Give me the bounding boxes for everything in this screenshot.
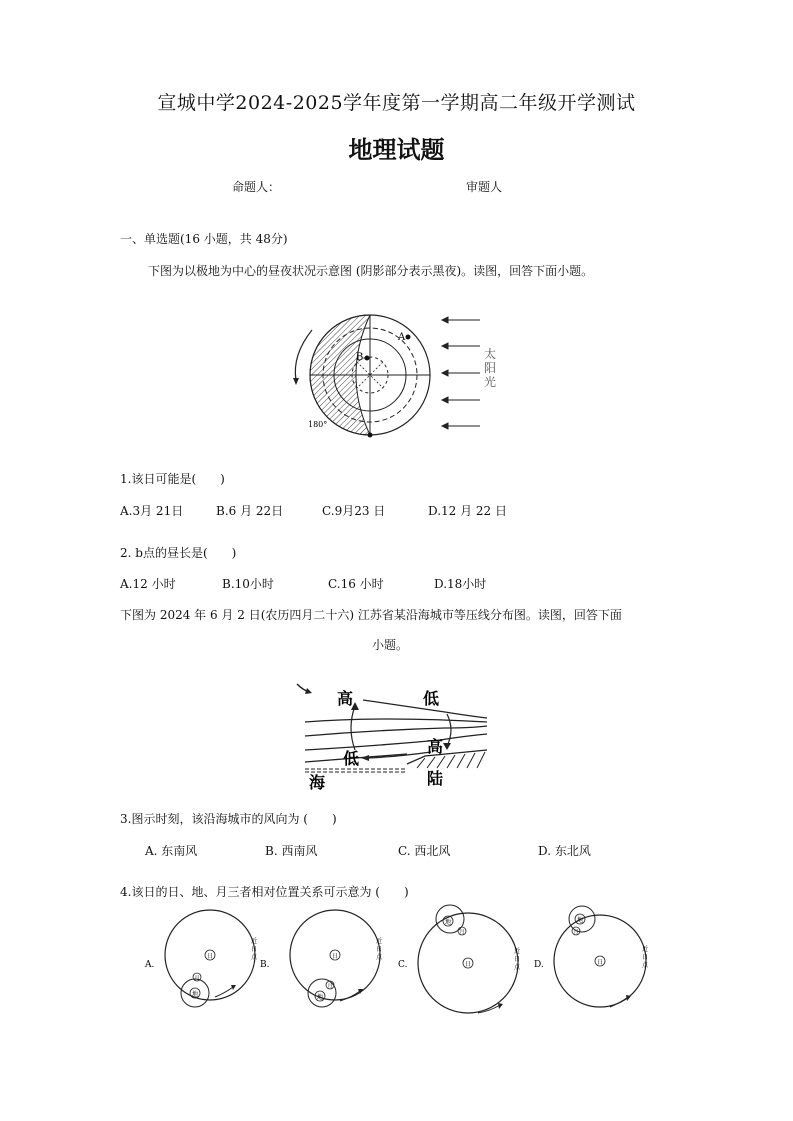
label-high-surface: 高 <box>427 737 444 756</box>
isobar-3 <box>305 726 487 736</box>
subject-title: 地理试题 <box>348 136 445 164</box>
svg-text:地: 地 <box>317 994 324 1001</box>
isobar-figure <box>295 678 495 790</box>
q3-option-b[interactable]: B. 西南风 <box>265 844 318 858</box>
svg-text:点: 点 <box>642 962 649 969</box>
label-a: A <box>398 332 406 343</box>
intro-figure-2-line1: 下图为 2024 年 6 月 2 日(农历四月二十六) 江苏省某沿海城市等压线分布图。读图，回答下面 <box>120 608 622 622</box>
point-a <box>406 335 411 340</box>
q1-option-d[interactable]: D.12 月 22 日 <box>428 504 507 518</box>
circulation-arrow-down <box>447 714 451 746</box>
option-b-letter: B. <box>260 960 270 970</box>
svg-text:月: 月 <box>573 929 579 936</box>
exam-title: 宣城中学2024-2025学年度第一学期高二年级开学测试 <box>157 92 636 114</box>
svg-text:地: 地 <box>192 991 199 998</box>
svg-text:月: 月 <box>194 975 200 982</box>
q1-option-b[interactable]: B.6 月 22日 <box>216 504 284 518</box>
circulation-arrow-up <box>351 706 355 750</box>
svg-text:日: 日 <box>465 961 472 968</box>
intro-figure-1: 下图为以极地为中心的昼夜状况示意图 (阴影部分表示黑夜)。读图，回答下面小题。 <box>148 264 594 278</box>
svg-text:日: 日 <box>251 946 258 953</box>
label-180: 180° <box>308 420 328 429</box>
option-a-diagram[interactable] <box>144 910 258 1007</box>
svg-text:地: 地 <box>577 917 584 924</box>
svg-text:日: 日 <box>642 954 649 961</box>
svg-text:月: 月 <box>327 983 333 990</box>
isobar-2 <box>305 719 487 722</box>
label-sea: 海 <box>309 773 326 792</box>
question-2-stem: 2. b点的昼长是( ) <box>120 546 237 560</box>
option-b-diagram[interactable] <box>290 910 383 1007</box>
option-a-letter: A. <box>145 960 155 970</box>
svg-text:日: 日 <box>207 953 214 960</box>
svg-text:近: 近 <box>642 946 649 953</box>
intro-figure-2-line2: 小题。 <box>372 638 409 652</box>
question-4-stem: 4.该日的日、地、月三者相对位置关系可示意为 ( ) <box>120 885 409 899</box>
label-low-surface: 低 <box>343 749 360 768</box>
option-c-diagram[interactable] <box>398 905 521 1013</box>
svg-text:近: 近 <box>251 938 258 945</box>
point-b <box>365 356 370 361</box>
q2-option-b[interactable]: B.10小时 <box>222 577 274 591</box>
q3-option-a[interactable]: A. 东南风 <box>145 844 198 858</box>
svg-text:日: 日 <box>376 946 383 953</box>
q1-option-c[interactable]: C.9月23 日 <box>322 504 386 518</box>
q2-option-d[interactable]: D.18小时 <box>434 577 487 591</box>
svg-text:日: 日 <box>332 953 339 960</box>
svg-text:近: 近 <box>514 948 521 955</box>
svg-text:点: 点 <box>514 964 521 971</box>
author-label: 命题人： <box>232 180 281 194</box>
sunlight-char-1: 太 <box>484 347 497 361</box>
sunlight-char-2: 阳 <box>484 361 497 375</box>
section-heading: 一、单选题(16 小题，共 48分) <box>120 232 288 246</box>
svg-text:地: 地 <box>445 919 452 926</box>
option-d-diagram[interactable] <box>534 906 649 1007</box>
label-high-upper: 高 <box>337 689 354 708</box>
question-3-stem: 3.图示时刻，该沿海城市的风向为 ( ) <box>120 812 337 826</box>
question-1-stem: 1.该日可能是( ) <box>120 472 225 486</box>
svg-text:点: 点 <box>376 954 383 961</box>
label-low-upper: 低 <box>423 689 440 708</box>
reviewer-label: 审题人 <box>466 180 503 194</box>
polar-daylight-figure <box>290 300 497 445</box>
svg-text:月: 月 <box>459 929 465 936</box>
label-b: B <box>356 352 364 363</box>
isobar-4 <box>305 734 487 750</box>
sunlight-char-3: 光 <box>484 375 497 389</box>
label-land: 陆 <box>427 769 444 788</box>
svg-text:日: 日 <box>597 959 604 966</box>
option-d-letter: D. <box>534 960 544 970</box>
svg-text:日: 日 <box>514 956 521 963</box>
q3-option-d[interactable]: D. 东北风 <box>538 844 591 858</box>
svg-text:点: 点 <box>251 954 258 961</box>
q2-option-a[interactable]: A.12 小时 <box>120 577 176 591</box>
svg-text:近: 近 <box>376 938 383 945</box>
sun-earth-moon-options <box>140 905 665 1015</box>
land-surface <box>407 750 487 764</box>
q3-option-c[interactable]: C. 西北风 <box>398 844 451 858</box>
q2-option-c[interactable]: C.16 小时 <box>328 577 384 591</box>
sunlight-arrows <box>442 317 480 429</box>
option-c-letter: C. <box>398 960 408 970</box>
q1-option-a[interactable]: A.3月 21日 <box>120 504 184 518</box>
